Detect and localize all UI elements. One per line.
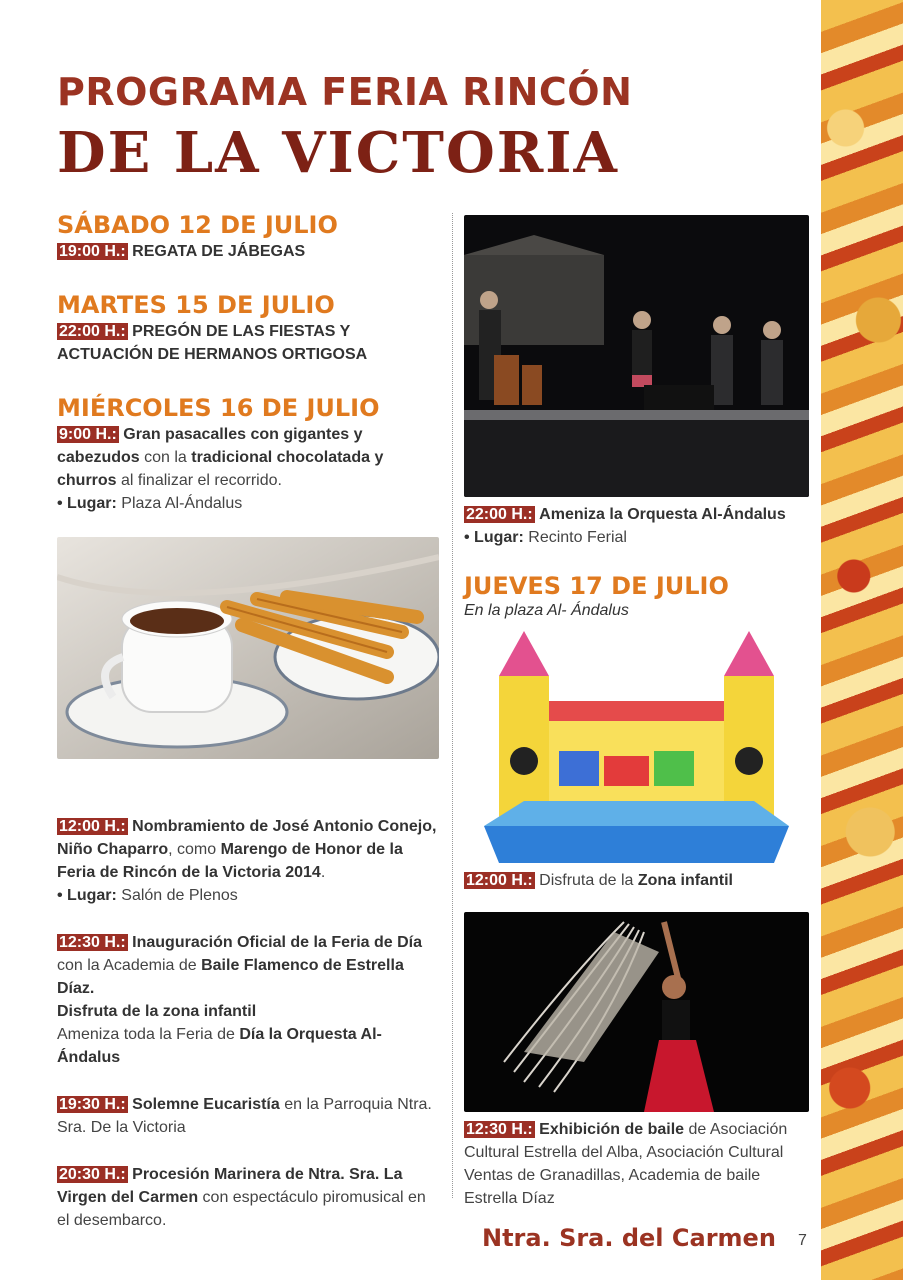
event-text: Ameniza toda la Feria de xyxy=(57,1026,240,1043)
event-right-2 xyxy=(464,869,809,892)
event-text: PREGÓN DE LAS FIESTAS Y xyxy=(132,323,351,340)
event-text: Disfruta de la xyxy=(534,872,638,889)
event-time: 19:00 H.: xyxy=(59,243,126,260)
page-title-line2: DE LA VICTORIA xyxy=(57,120,619,186)
event-right-1 xyxy=(464,503,809,549)
event-sabado xyxy=(57,240,442,263)
event-time: 22:00 H.: xyxy=(59,323,126,340)
event-text: en la Parroquia Ntra. Sra. De la Victoria xyxy=(57,1096,432,1136)
day-heading-martes: MARTES 15 DE JULIO xyxy=(57,291,335,319)
event-text: Inauguración Oficial de la Feria de Día xyxy=(132,934,423,951)
left-column xyxy=(57,210,442,1232)
event-text: Ameniza la Orquesta Al-Ándalus xyxy=(539,506,786,523)
event-right-3 xyxy=(464,1118,809,1210)
lugar-value: Recinto Ferial xyxy=(523,529,627,546)
lugar-label: • Lugar: xyxy=(57,495,117,512)
event-text: con espectáculo piromusical en el desembarco. xyxy=(57,1189,426,1229)
event-text: al finalizar el recorrido. xyxy=(116,472,282,489)
event-text: Marengo de Honor de la Feria de Rincón de la Victoria 2014 xyxy=(57,841,403,881)
event-text: de Asociación Cultural Estrella del Alba, Asociación Cultural Ventas de Granadillas, Academia de baile Estrella Díaz xyxy=(464,1121,788,1207)
event-text: Gran pasacalles con gigantes y cabezudos xyxy=(57,426,363,466)
day-subtitle: En la plaza Al- Ándalus xyxy=(464,602,629,619)
event-text: Solemne Eucaristía xyxy=(132,1096,280,1113)
event-time: 19:30 H.: xyxy=(59,1096,126,1113)
day-heading-miercoles: MIÉRCOLES 16 DE JULIO xyxy=(57,394,380,422)
event-text: Disfruta de la zona infantil xyxy=(57,1003,257,1020)
event-text: ACTUACIÓN DE HERMANOS ORTIGOSA xyxy=(57,346,368,363)
event-miercoles-5 xyxy=(57,1163,442,1232)
flamenco-dancer-photo xyxy=(464,912,809,1112)
event-miercoles-1 xyxy=(57,423,442,515)
event-text: Zona infantil xyxy=(637,872,733,889)
lugar-value: Salón de Plenos xyxy=(116,887,238,904)
right-column xyxy=(464,215,809,1210)
day-heading-sabado: SÁBADO 12 DE JULIO xyxy=(57,211,338,239)
decorative-border xyxy=(821,0,903,1280)
event-text: con la xyxy=(139,449,192,466)
footer-title: Ntra. Sra. del Carmen xyxy=(482,1224,776,1252)
column-divider xyxy=(452,213,453,1198)
event-martes xyxy=(57,320,442,366)
event-time: 12:30 H.: xyxy=(466,1121,533,1138)
event-text: tradicional chocolatada y churros xyxy=(57,449,384,489)
event-text: Nombramiento de José Antonio Conejo, Niño Chaparro xyxy=(57,818,437,858)
page-number: 7 xyxy=(798,1232,807,1249)
churros-chocolate-photo xyxy=(57,537,439,759)
lugar-value: Plaza Al-Ándalus xyxy=(116,495,243,512)
event-time: 22:00 H.: xyxy=(466,506,533,523)
event-text: , como xyxy=(168,841,221,858)
event-time: 20:30 H.: xyxy=(59,1166,126,1183)
event-text: REGATA DE JÁBEGAS xyxy=(132,243,306,260)
orchestra-stage-photo xyxy=(464,215,809,497)
event-text: con la Academia de xyxy=(57,957,202,974)
event-time: 12:30 H.: xyxy=(59,934,126,951)
bouncy-castle-photo xyxy=(464,631,809,863)
event-time: 9:00 H.: xyxy=(59,426,117,443)
event-miercoles-4 xyxy=(57,1093,442,1139)
event-miercoles-2 xyxy=(57,815,442,907)
event-time: 12:00 H.: xyxy=(466,872,533,889)
event-text: Día la Orquesta Al-Ándalus xyxy=(57,1026,382,1066)
lugar-label: • Lugar: xyxy=(464,529,524,546)
lugar-label: • Lugar: xyxy=(57,887,117,904)
event-miercoles-3 xyxy=(57,931,442,1069)
page-title-line1: PROGRAMA FERIA RINCÓN xyxy=(57,70,633,114)
event-text: Baile Flamenco de Estrella Díaz. xyxy=(57,957,404,997)
event-text: . xyxy=(320,864,326,881)
event-time: 12:00 H.: xyxy=(59,818,126,835)
event-text: Exhibición de baile xyxy=(539,1121,685,1138)
day-heading-jueves: JUEVES 17 DE JULIO xyxy=(464,572,729,600)
event-text: Procesión Marinera de Ntra. Sra. La Virgen del Carmen xyxy=(57,1166,403,1206)
